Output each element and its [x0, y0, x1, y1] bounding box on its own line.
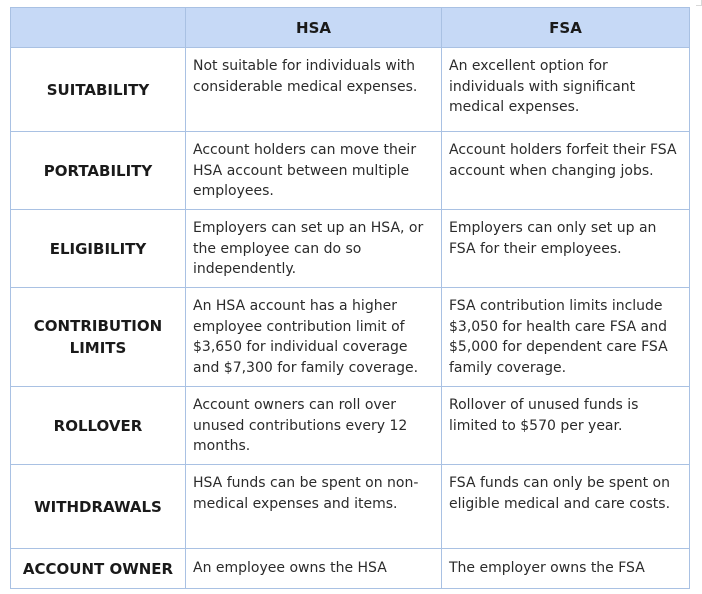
row-label-withdrawals: WITHDRAWALS — [11, 465, 186, 549]
fsa-cell: An excellent option for individuals with significant medical expenses. — [442, 48, 690, 132]
fsa-cell: FSA funds can only be spent on eligible medical and care costs. — [442, 465, 690, 549]
corner-decoration — [696, 0, 702, 6]
fsa-cell: Rollover of unused funds is limited to $570 per year. — [442, 387, 690, 465]
hsa-cell: Employers can set up an HSA, or the employee can do so independently. — [186, 210, 442, 288]
row-label-portability: PORTABILITY — [11, 132, 186, 210]
row-label-account-owner: ACCOUNT OWNER — [11, 549, 186, 589]
fsa-cell: Employers can only set up an FSA for their employees. — [442, 210, 690, 288]
table-row — [11, 288, 690, 387]
fsa-cell: Account holders forfeit their FSA account when changing jobs. — [442, 132, 690, 210]
hsa-cell: Account owners can roll over unused contributions every 12 months. — [186, 387, 442, 465]
row-label-suitability: SUITABILITY — [11, 48, 186, 132]
header-hsa: HSA — [186, 8, 442, 48]
header-corner-cell — [11, 8, 186, 48]
hsa-fsa-comparison-table — [10, 7, 690, 589]
table-row — [11, 549, 690, 589]
hsa-cell: Account holders can move their HSA account between multiple employees. — [186, 132, 442, 210]
hsa-cell: HSA funds can be spent on non-medical expenses and items. — [186, 465, 442, 549]
table-row — [11, 210, 690, 288]
table-row — [11, 387, 690, 465]
header-fsa: FSA — [442, 8, 690, 48]
table-row — [11, 465, 690, 549]
row-label-contribution-limits: CONTRIBUTION LIMITS — [11, 288, 186, 387]
fsa-cell: The employer owns the FSA — [442, 549, 690, 589]
table-row — [11, 48, 690, 132]
row-label-rollover: ROLLOVER — [11, 387, 186, 465]
header-row — [11, 8, 690, 48]
fsa-cell: FSA contribution limits include $3,050 for health care FSA and $5,000 for dependent care FSA family coverage. — [442, 288, 690, 387]
hsa-cell: An HSA account has a higher employee contribution limit of $3,650 for individual coverage and $7,300 for family coverage. — [186, 288, 442, 387]
hsa-cell: An employee owns the HSA — [186, 549, 442, 589]
hsa-cell: Not suitable for individuals with considerable medical expenses. — [186, 48, 442, 132]
row-label-eligibility: ELIGIBILITY — [11, 210, 186, 288]
table-row — [11, 132, 690, 210]
